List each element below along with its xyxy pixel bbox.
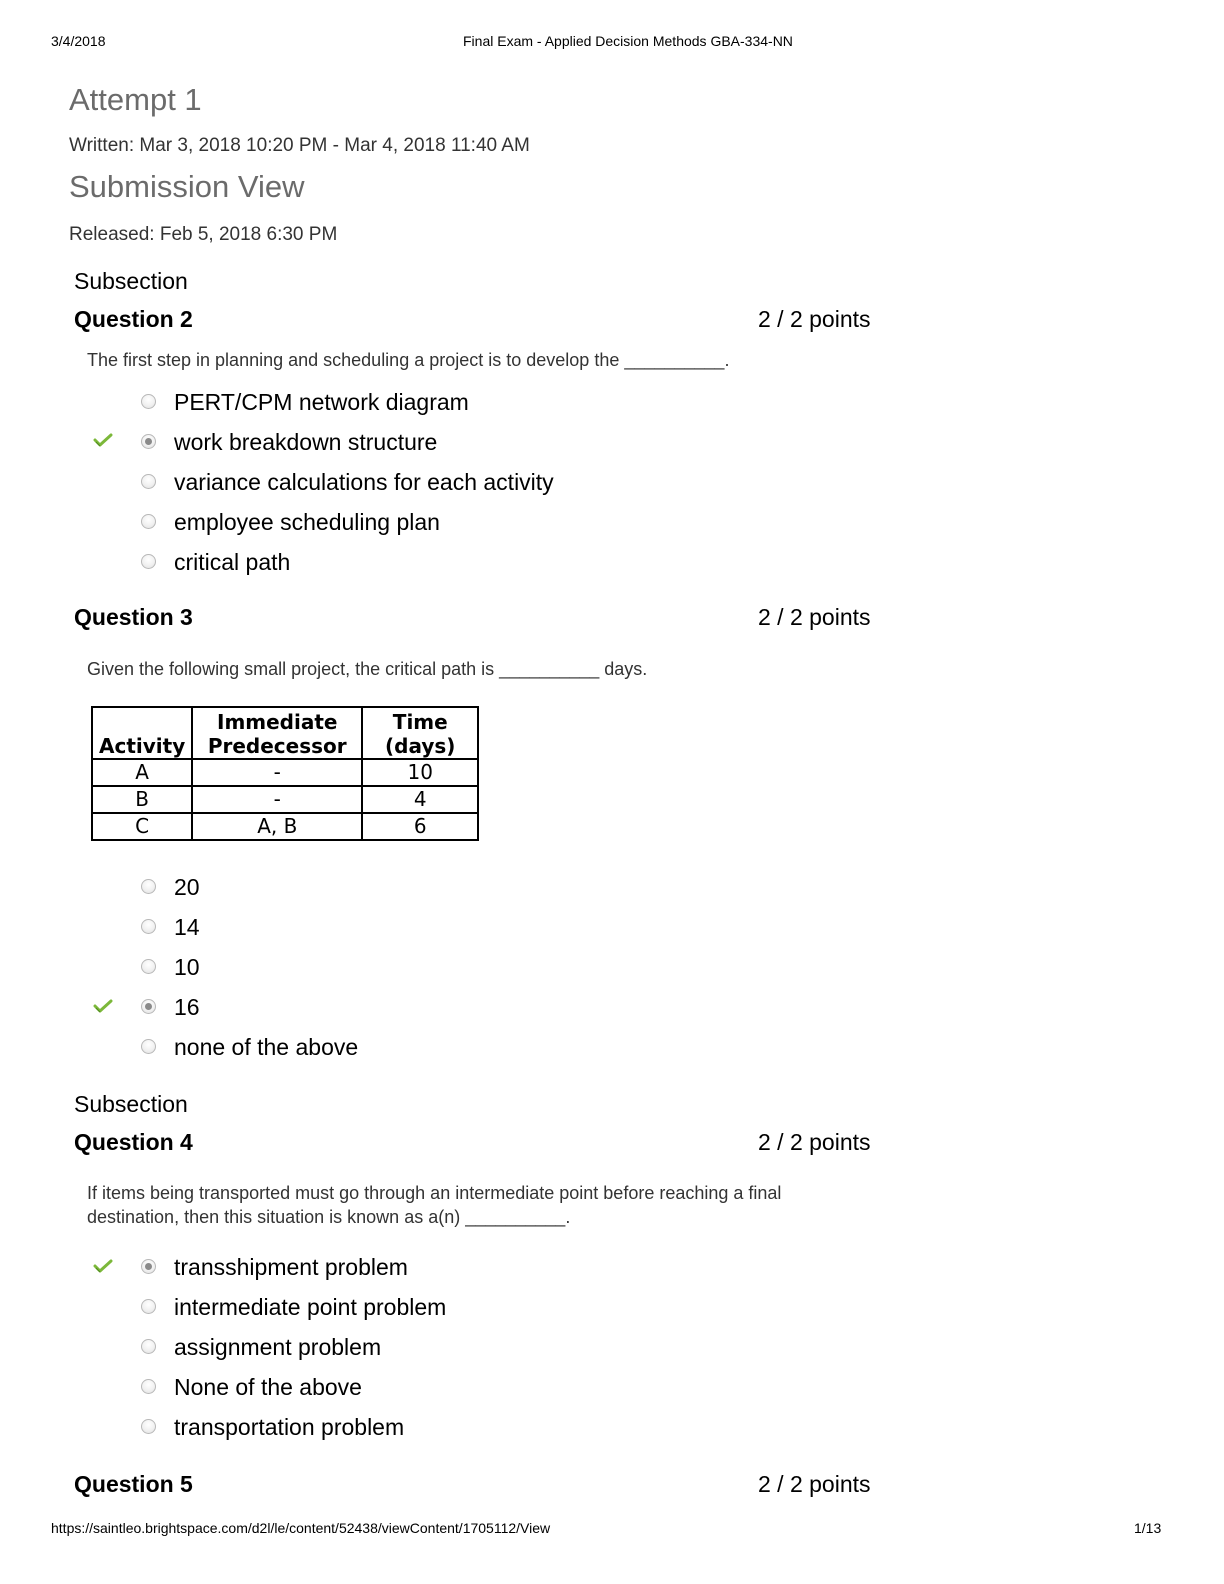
header-text: Activity	[99, 734, 186, 758]
radio-button-icon[interactable]	[141, 474, 156, 489]
radio-button-icon[interactable]	[141, 1299, 156, 1314]
radio-button-icon[interactable]	[141, 514, 156, 529]
option-label: variance calculations for each activity	[174, 469, 554, 495]
page-url-link[interactable]: https://saintleo.brightspace.com/d2l/le/content/52438/viewContent/1705112/View	[51, 1520, 551, 1536]
option-label: intermediate point problem	[174, 1294, 447, 1320]
question-5-points: 2 / 2 points	[758, 1471, 871, 1497]
radio-button-icon[interactable]	[141, 1339, 156, 1354]
option-label: critical path	[174, 549, 291, 575]
table-cell: 4	[362, 786, 478, 813]
table-cell: 10	[362, 759, 478, 786]
option-label: work breakdown structure	[174, 429, 438, 455]
radio-button-icon[interactable]	[141, 1379, 156, 1394]
table-row	[92, 786, 478, 813]
header-text: Predecessor	[207, 734, 347, 758]
radio-button-icon[interactable]	[141, 394, 156, 409]
table-cell: A, B	[192, 813, 362, 840]
radio-button-icon[interactable]	[141, 919, 156, 934]
table-row	[92, 813, 478, 840]
table-header-row	[92, 707, 478, 759]
radio-button-icon[interactable]	[141, 434, 156, 449]
question-4-title: Question 4	[74, 1129, 193, 1155]
subsection-heading: Subsection	[74, 1091, 188, 1117]
project-activity-table	[91, 706, 479, 841]
page-number: 1/13	[1134, 1520, 1162, 1536]
submission-view-title: Submission View	[69, 169, 305, 204]
radio-button-icon[interactable]	[141, 1259, 156, 1274]
correct-checkmark-icon	[93, 998, 113, 1014]
question-5-title: Question 5	[74, 1471, 193, 1497]
option-label: transportation problem	[174, 1414, 405, 1440]
table-cell: A	[92, 759, 192, 786]
option-label: 16	[174, 994, 200, 1020]
radio-button-icon[interactable]	[141, 959, 156, 974]
radio-button-icon[interactable]	[141, 999, 156, 1014]
option-label: 10	[174, 954, 200, 980]
subsection-heading: Subsection	[74, 268, 188, 294]
question-2-text: The first step in planning and scheduling a project is to develop the __________.	[87, 350, 730, 370]
option-label: employee scheduling plan	[174, 509, 440, 535]
table-cell: -	[192, 759, 362, 786]
header-text: Immediate	[217, 710, 338, 734]
table-cell: B	[92, 786, 192, 813]
question-2-title: Question 2	[74, 306, 193, 332]
table-cell: C	[92, 813, 192, 840]
header-text: (days)	[385, 734, 456, 758]
correct-checkmark-icon	[93, 1258, 113, 1274]
option-label: none of the above	[174, 1034, 359, 1060]
radio-button-icon[interactable]	[141, 1419, 156, 1434]
print-date: 3/4/2018	[51, 33, 106, 49]
col-header-time	[362, 707, 478, 759]
header-text: Time	[392, 710, 448, 734]
option-label: 14	[174, 914, 200, 940]
radio-button-icon[interactable]	[141, 879, 156, 894]
option-label: 20	[174, 874, 200, 900]
radio-button-icon[interactable]	[141, 554, 156, 569]
option-label: PERT/CPM network diagram	[174, 389, 469, 415]
option-label: transshipment problem	[174, 1254, 408, 1280]
written-dates: Written: Mar 3, 2018 10:20 PM - Mar 4, 2018 11:40 AM	[69, 135, 530, 156]
question-4-text-line-2: destination, then this situation is known as a(n) __________.	[87, 1207, 571, 1227]
table-cell: 6	[362, 813, 478, 840]
option-label: None of the above	[174, 1374, 362, 1400]
question-3-points: 2 / 2 points	[758, 604, 871, 630]
table-row	[92, 759, 478, 786]
question-4-text-line-1: If items being transported must go through an intermediate point before reaching a final	[87, 1183, 782, 1203]
print-title: Final Exam - Applied Decision Methods GBA-334-NN	[463, 33, 793, 49]
col-header-activity	[92, 707, 192, 759]
question-2-points: 2 / 2 points	[758, 306, 871, 332]
released-date: Released: Feb 5, 2018 6:30 PM	[69, 224, 338, 245]
col-header-predecessor	[192, 707, 362, 759]
radio-button-icon[interactable]	[141, 1039, 156, 1054]
question-3-title: Question 3	[74, 604, 193, 630]
attempt-title: Attempt 1	[69, 82, 202, 117]
correct-checkmark-icon	[93, 432, 113, 448]
table-cell: -	[192, 786, 362, 813]
option-label: assignment problem	[174, 1334, 382, 1360]
question-4-points: 2 / 2 points	[758, 1129, 871, 1155]
question-3-text: Given the following small project, the critical path is __________ days.	[87, 659, 648, 679]
